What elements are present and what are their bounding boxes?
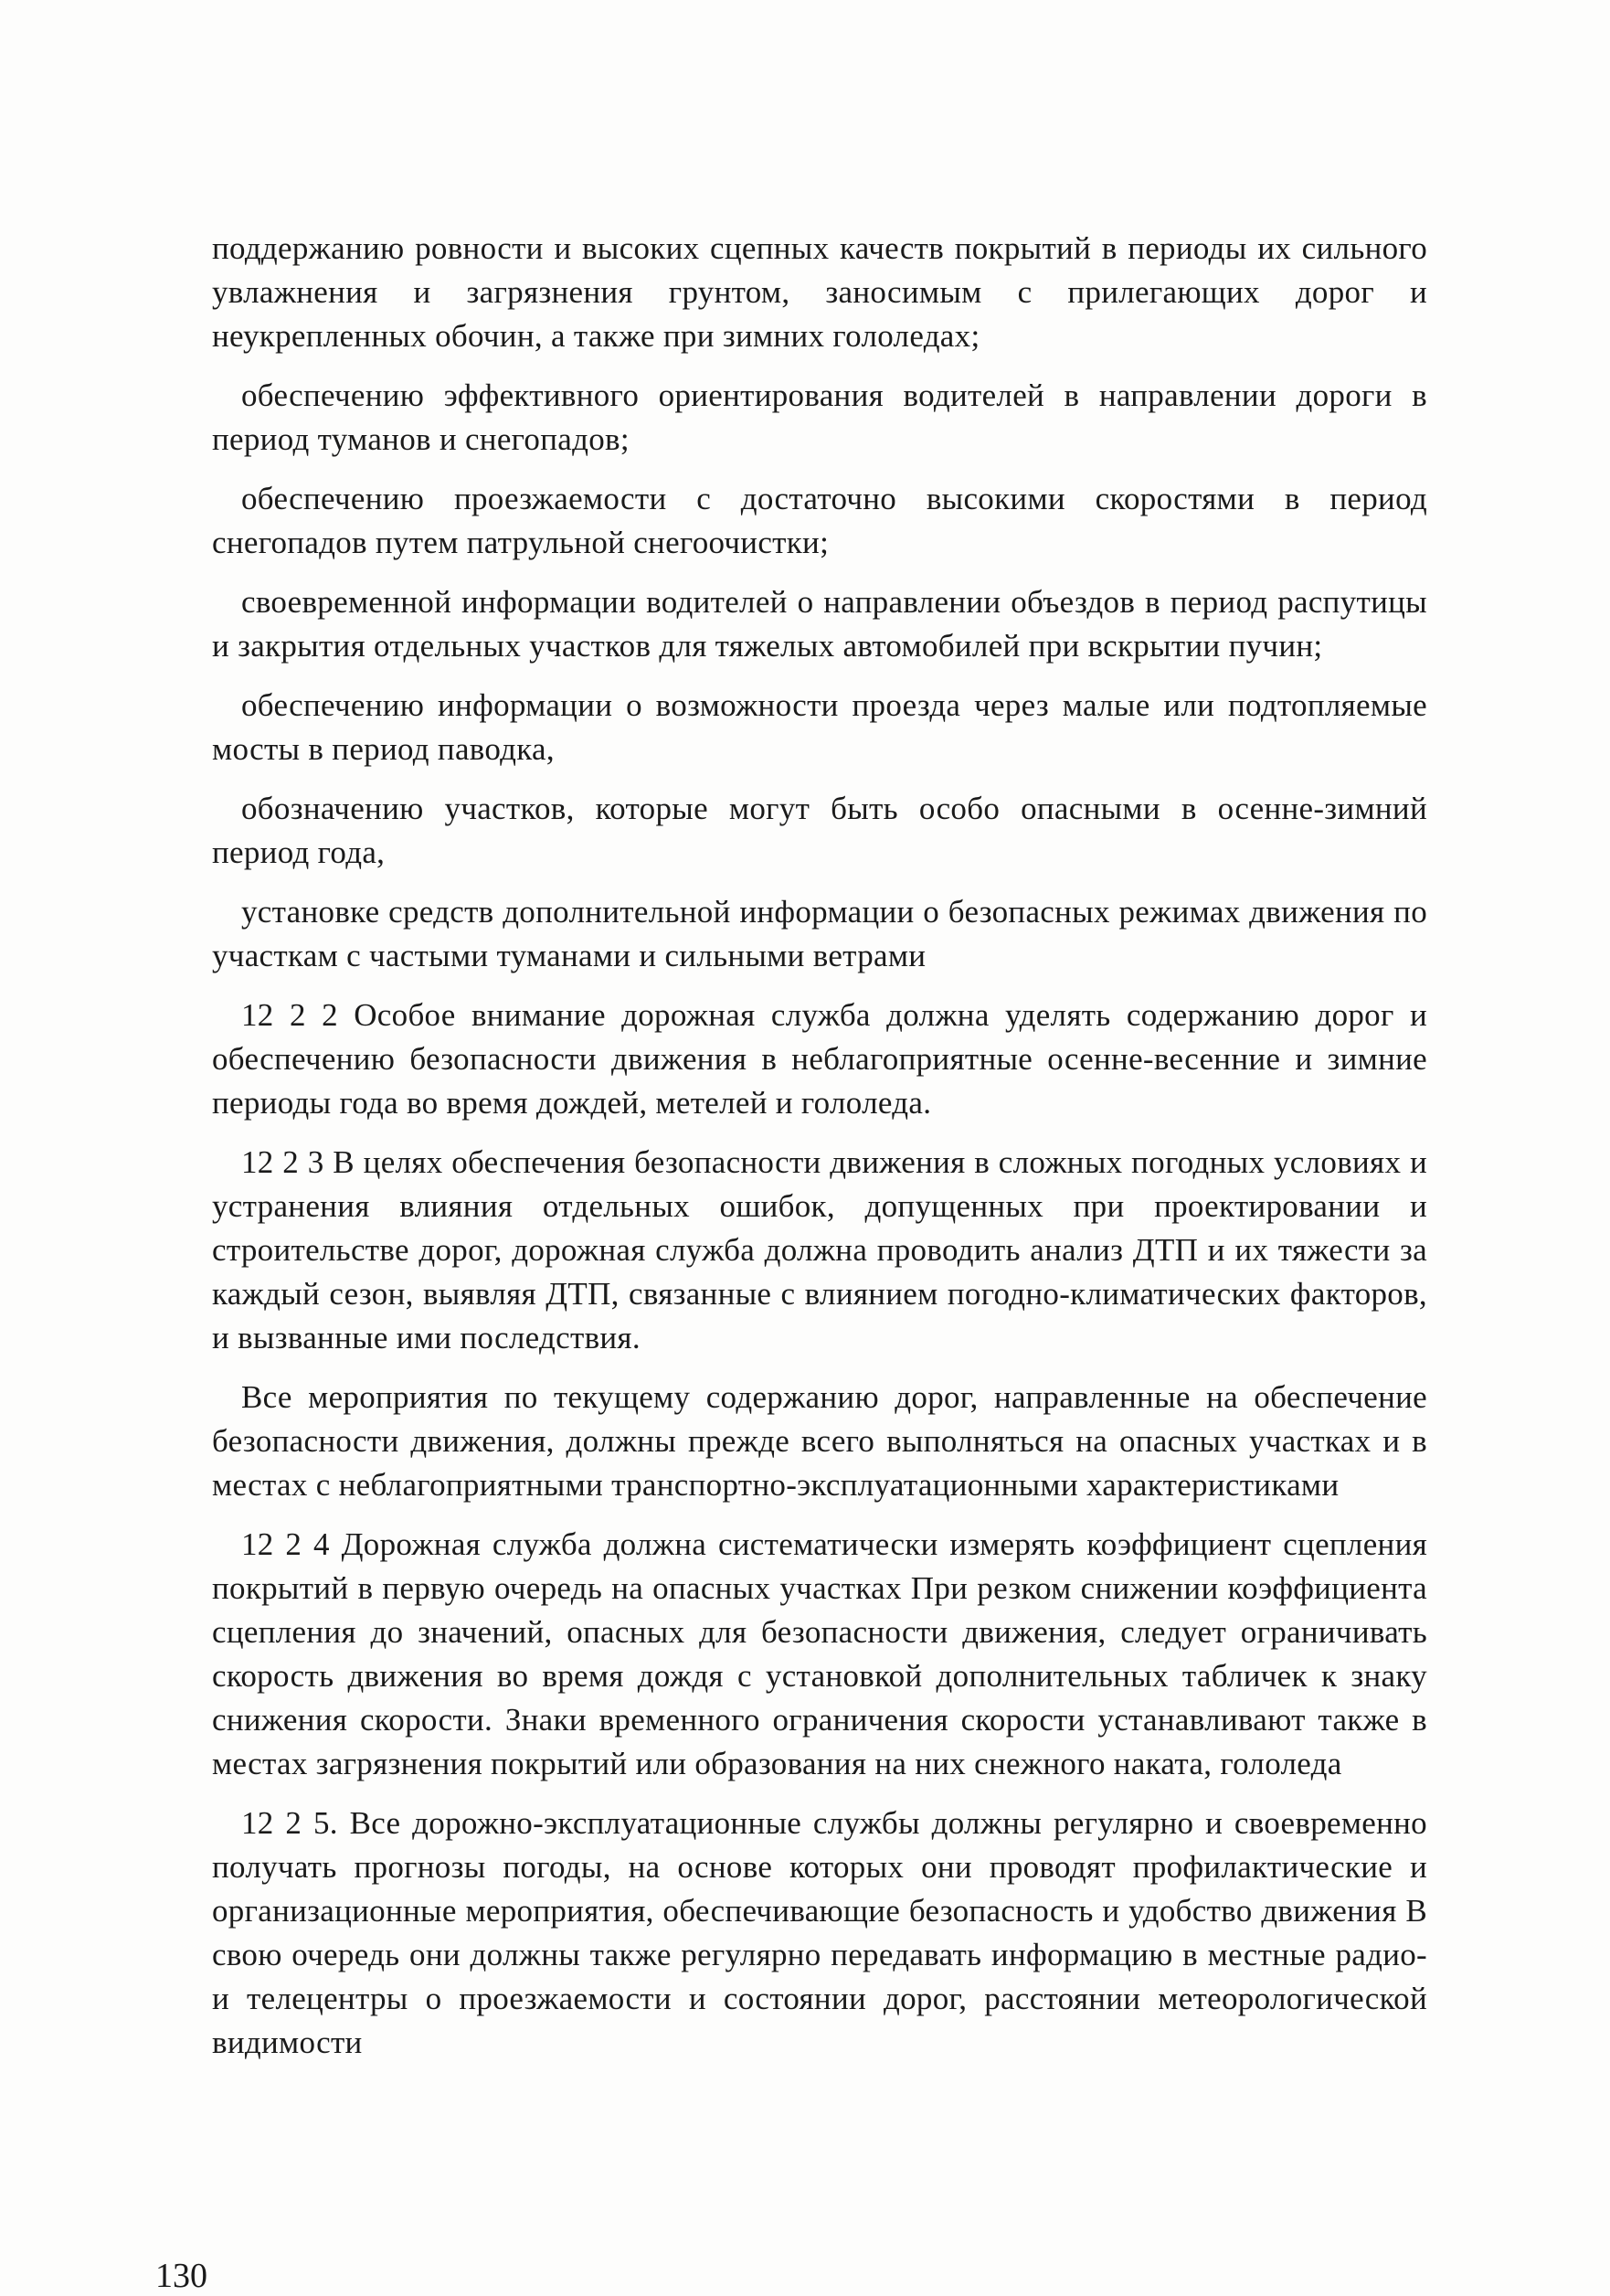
paragraph-dangerous-sections: обозначению участков, которые могут быть особо опасными в осенне-зимний период года, bbox=[212, 791, 1427, 870]
paragraph-12-2-3: 12 2 3 В целях обеспечения безопасности движения в сложных погодных условиях и устранения влияния отдельных ошибок, допущенных при проектировании и строительстве дорог, дорожная служба должна проводить анализ ДТП и их тяжести за каждый сезон, выявляя ДТП, связанные с влиянием погодно-климатических факторов, и вызванные ими последствия. bbox=[212, 1144, 1427, 1355]
page-number: 130 bbox=[155, 2257, 207, 2295]
paragraph-detour-info: своевременной информации водителей о направлении объездов в период распутицы и закрытия отдельных участков для тяжелых автомобилей при вскрытии пучин; bbox=[212, 584, 1427, 664]
paragraph-bridge-info: обеспечению информации о возможности проезда через малые или подтопляемые мосты в период паводка, bbox=[212, 687, 1427, 767]
paragraph-passability: обеспечению проезжаемости с достаточно высокими скоростями в период снегопадов путем патрульной снегоочистки; bbox=[212, 481, 1427, 560]
paragraph-12-2-2: 12 2 2 Особое внимание дорожная служба должна уделять содержанию дорог и обеспечению безопасности движения в неблагоприятные осенне-весенние и зимние периоды года во время дождей, метелей и гололеда. bbox=[212, 997, 1427, 1121]
paragraph-safe-modes: установке средств дополнительной информации о безопасных режимах движения по участкам с частыми туманами и сильными ветрами bbox=[212, 894, 1427, 973]
paragraph-12-2-4: 12 2 4 Дорожная служба должна систематически измерять коэффициент сцепления покрытий в первую очередь на опасных участках При резком снижении коэффициента сцепления до значений, опасных для безопасности движения, следует ограничивать скорость движения во время дождя с установкой дополнительных табличек к знаку снижения скорости. Знаки временного ограничения скорости устанавливают также в местах загрязнения покрытий или образования на них снежного наката, гололеда bbox=[212, 1526, 1427, 1781]
paragraph-continuation: поддержанию ровности и высоких сцепных качеств покрытий в периоды их сильного увлажнения и загрязнения грунтом, заносимым с прилегающих дорог и неукрепленных обочин, а также при зимних гололедах; bbox=[212, 230, 1427, 354]
paragraph-measures: Все мероприятия по текущему содержанию дорог, направленные на обеспечение безопасности движения, должны прежде всего выполняться на опасных участках и в местах с неблагоприятными транспортно-эксплуатационными характеристиками bbox=[212, 1379, 1427, 1503]
paragraph-orientation: обеспечению эффективного ориентирования водителей в направлении дороги в период туманов и снегопадов; bbox=[212, 377, 1427, 457]
body-text bbox=[212, 227, 1427, 2080]
paragraph-12-2-5: 12 2 5. Все дорожно-эксплуатационные службы должны регулярно и своевременно получать прогнозы погоды, на основе которых они проводят профилактические и организационные мероприятия, обеспечивающие безопасность и удобство движения В свою очередь они должны также регулярно передавать информацию в местные радио- и телецентры о проезжаемости и состоянии дорог, расстоянии метеорологической видимости bbox=[212, 1805, 1427, 2060]
